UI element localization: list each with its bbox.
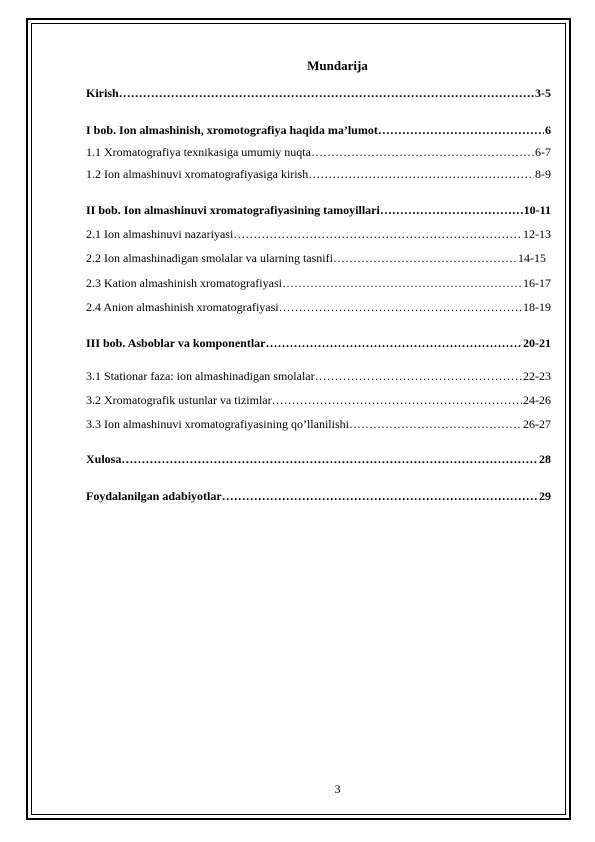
dot-leader — [308, 167, 534, 181]
dot-leader — [266, 336, 523, 350]
toc-entry[interactable] — [86, 393, 551, 407]
toc-entry-pages: 16-17 — [523, 276, 551, 290]
toc-entry[interactable] — [86, 251, 546, 265]
toc-entry-pages: 22-23 — [523, 369, 551, 383]
toc-entry-label: 2.2 Ion almashinadigan smolalar va ularning tasnifi — [86, 251, 333, 265]
toc-entry-pages: 6-7 — [535, 145, 551, 159]
dot-leader — [233, 227, 522, 241]
toc-entry-label: 2.3 Kation almashinish xromatografiyasi — [86, 276, 282, 290]
toc-entry-pages: 10-11 — [523, 203, 551, 217]
toc-entry[interactable] — [86, 86, 551, 100]
toc-entry-label: 2.1 Ion almashinuvi nazariyasi — [86, 227, 234, 241]
toc-entry-label: Kirish — [86, 86, 119, 100]
toc-entry-label: 3.3 Ion almashinuvi xromatografiyasining qo’llanilishi — [86, 417, 349, 431]
toc-entry-label: 3.2 Xromatografik ustunlar va tizimlar — [86, 393, 272, 407]
toc-entry-pages: 18-19 — [523, 300, 551, 314]
toc-entry[interactable] — [86, 417, 551, 431]
dot-leader — [315, 369, 522, 383]
page-number: 3 — [334, 782, 341, 796]
dot-leader — [272, 393, 522, 407]
dot-leader — [349, 417, 522, 431]
toc-entry[interactable] — [86, 123, 551, 137]
toc-entry[interactable] — [86, 145, 551, 159]
dot-leader — [380, 203, 523, 217]
toc-entry-pages: 3-5 — [535, 86, 551, 100]
toc-entry-pages: 24-26 — [523, 393, 551, 407]
dot-leader — [282, 276, 522, 290]
dot-leader — [222, 489, 538, 503]
dot-leader — [121, 452, 538, 466]
toc-entry-pages: 20-21 — [523, 336, 551, 350]
toc-entry-label: Xulosa — [86, 452, 122, 466]
toc-entry-label: 1.1 Xromatografiya texnikasiga umumiy nuqta — [86, 145, 311, 159]
dot-leader — [119, 86, 534, 100]
toc-entry-label: 1.2 Ion almashinuvi xromatografiyasiga kirish — [86, 167, 309, 181]
toc-entry-pages: 28 — [539, 452, 551, 466]
toc-entry-pages: 14-15 — [518, 251, 546, 265]
dot-leader — [279, 300, 522, 314]
toc-entry-label: III bob. Asboblar va komponentlar — [86, 336, 266, 350]
toc-entry-label: I bob. Ion almashinish, xromotografiya haqida ma’lumot — [86, 123, 378, 137]
dot-leader — [378, 123, 544, 137]
dot-leader — [333, 251, 517, 265]
toc-entry-pages: 6 — [545, 123, 551, 137]
toc-entry[interactable] — [86, 336, 551, 350]
toc-entry-pages: 29 — [539, 489, 551, 503]
toc-entry-pages: 12-13 — [523, 227, 551, 241]
toc-entry-label: Foydalanilgan adabiyotlar — [86, 489, 222, 503]
toc-entry-pages: 26-27 — [523, 417, 551, 431]
toc-entry-label: 2.4 Anion almashinish xromatografiyasi — [86, 300, 279, 314]
toc-entry-label: 3.1 Stationar faza: ion almashinadigan smolalar — [86, 369, 315, 383]
toc-entry-label: II bob. Ion almashinuvi xromatografiyasining tamoyillari — [86, 203, 380, 217]
dot-leader — [311, 145, 534, 159]
toc-entry[interactable] — [86, 452, 551, 466]
toc-entry[interactable] — [86, 203, 551, 217]
toc-entry[interactable] — [86, 167, 551, 181]
toc-entry[interactable] — [86, 227, 551, 241]
toc-entry[interactable] — [86, 300, 551, 314]
toc-entry[interactable] — [86, 369, 551, 383]
toc-entry-pages: 8-9 — [535, 167, 551, 181]
toc-entry[interactable] — [86, 276, 551, 290]
toc-title: Mundarija — [307, 58, 368, 73]
toc-entry[interactable] — [86, 489, 551, 503]
